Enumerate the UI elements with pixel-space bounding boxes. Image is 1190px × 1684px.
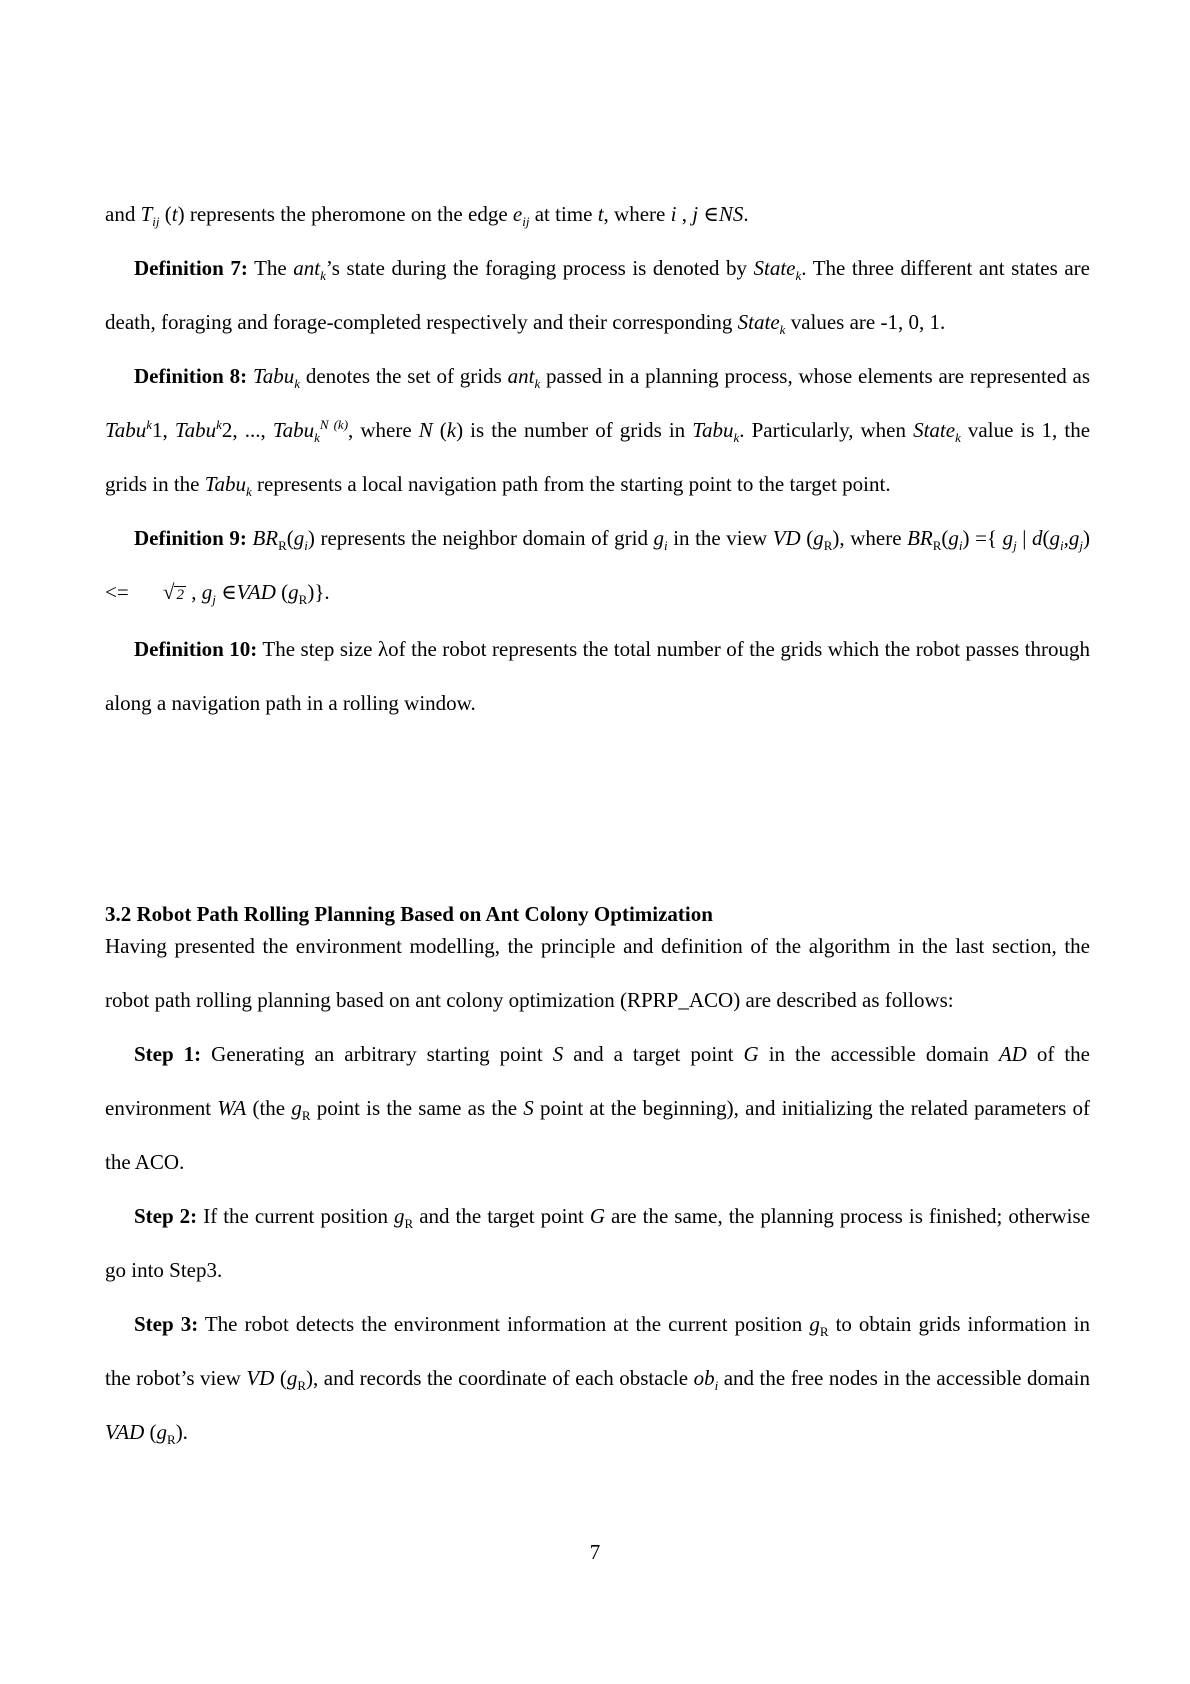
step-3: Step 3: The robot detects the environment information at the current position $g_R$ to obtain grids information in the robot’s view VD $(g_R)$, and records the coordinate of each obstacle $ob_i$ and the free nodes in the accessible domain VAD $(g_R)$. bbox=[105, 1312, 1091, 1448]
definition-10: Definition 10: The step size λof the robot represents the total number of the grids which the robot passes through along a navigation path in a rolling window. bbox=[105, 637, 1090, 715]
sqrt-symbol: √ 2 bbox=[162, 580, 184, 604]
definition-9: Definition 9: $BR_R(g_i)$ represents the neighbor domain of grid $g_i$ in the view VD $(g_R)$, where $BR_R(g_i)$ ={ $g_j$ | $d(g_i,g_j)<=$ √ 2 , $g_j$ ∈VAD $(g_R)$}. bbox=[105, 511, 1090, 622]
section-heading: 3.2 Robot Path Rolling Planning Based on Ant Colony Optimization bbox=[105, 902, 713, 926]
definition-8: Definition 8: Tabu$_k$ denotes the set of grids ant$_k$ passed in a planning process, whose elements are represented as Tabu$^k$1, Tabu$^k$2, ..., Tabu$_k^{N (k)}$, where N (k) is the number of grids in Tabu$_k$. Particularly, when State$_k$ value is 1, the grids in the Tabu$_k$ represents a local navigation path from the starting point to the target point. bbox=[105, 364, 1091, 500]
step-1: Step 1: Generating an arbitrary starting point S and a target point G in the accessible domain AD of the environment WA (the $g_R$ point is the same as the S point at the beginning), and initializing the related parameters of the ACO. bbox=[105, 1042, 1090, 1174]
section-3-2 bbox=[105, 898, 1090, 1459]
section-intro: Having presented the environment modelling, the principle and definition of the algorithm in the last section, the robot path rolling planning based on ant colony optimization (RPRP_ACO) are described as follows: bbox=[105, 934, 1090, 1012]
page-number: 7 bbox=[589, 1540, 601, 1564]
step-2: Step 2: If the current position $g_R$ and the target point G are the same, the planning process is finished; otherwise go into Step3. bbox=[105, 1204, 1091, 1282]
paragraph-pheromone: and $T_{ij}$ (t) represents the pheromone on the edge $e_{ij}$ at time t, where i , j ∈NS. bbox=[105, 202, 749, 230]
definition-7: Definition 7: The ant$_k$’s state during the foraging process is denoted by State$_k$. The three different ant states are death, foraging and forage-completed respectively and their corresponding State$_k$ values are -1, 0, 1. bbox=[105, 256, 1090, 338]
definitions-block bbox=[105, 187, 1090, 730]
